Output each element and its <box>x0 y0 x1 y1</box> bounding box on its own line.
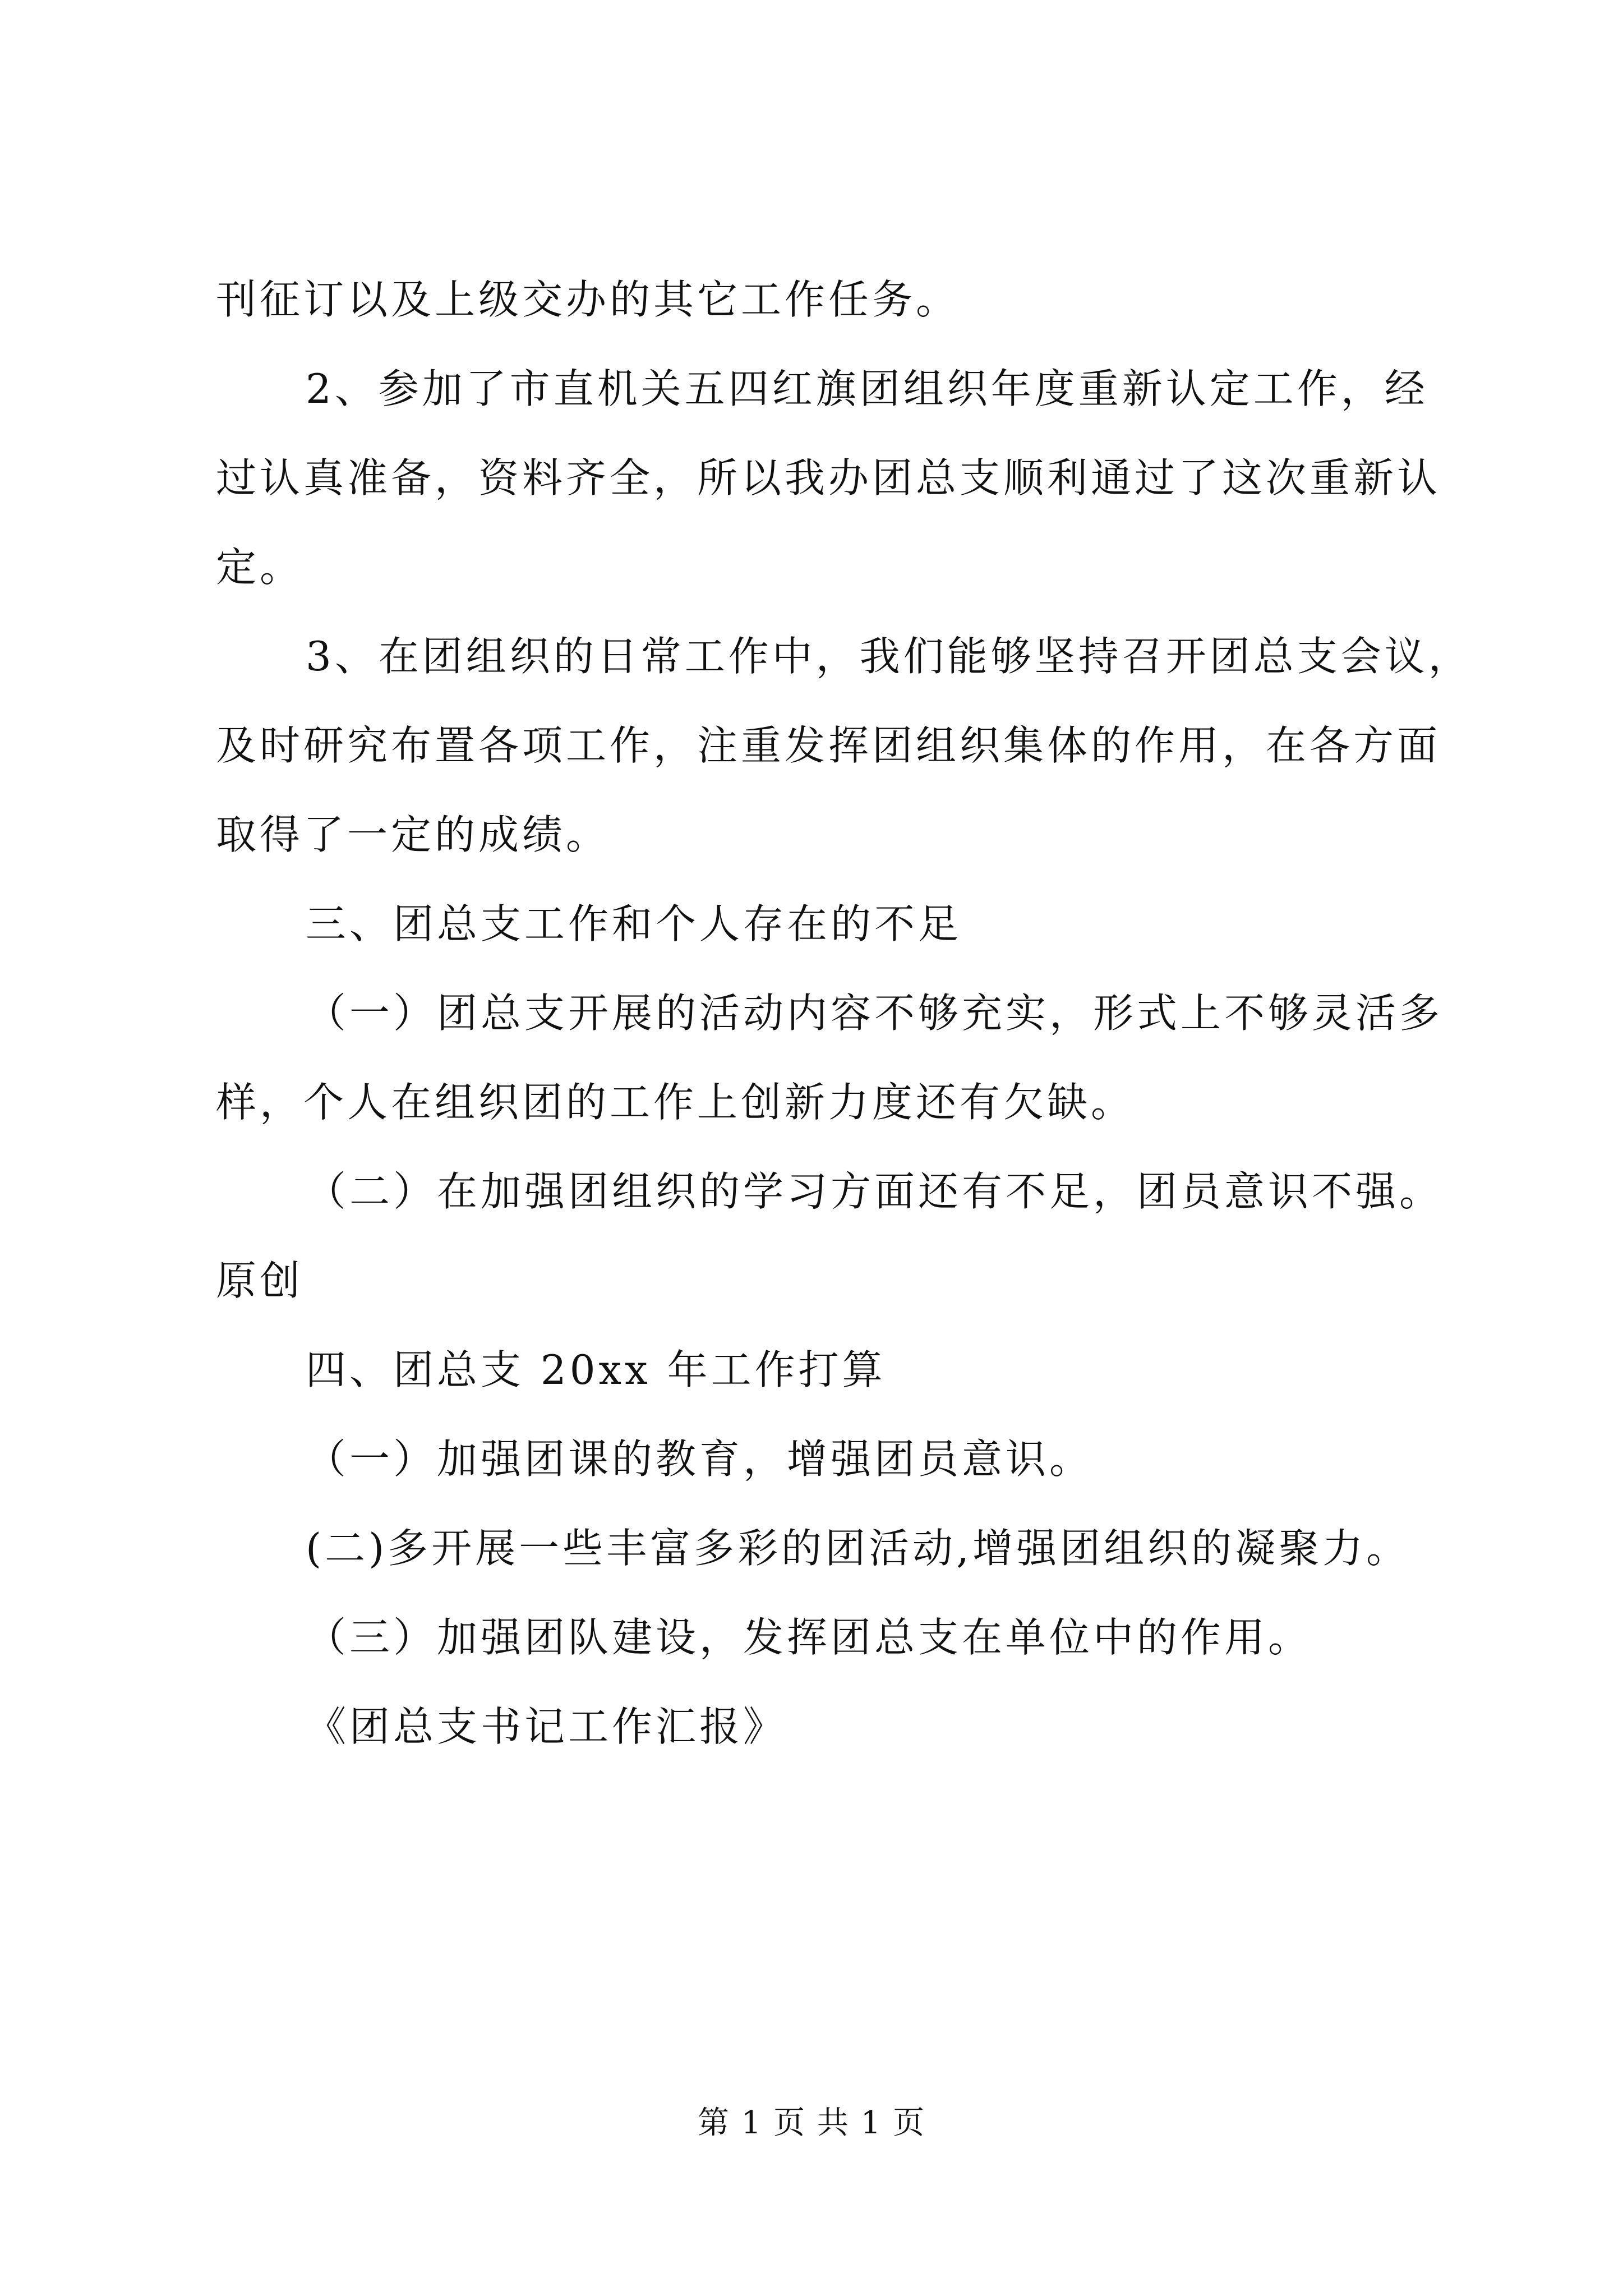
text-line: 3、在团组织的日常工作中，我们能够坚持召开团总支会议， <box>306 633 1472 680</box>
text-line: 过认真准备，资料齐全，所以我办团总支顺利通过了这次重新认 <box>216 454 1441 501</box>
text-line: 2、参加了市直机关五四红旗团组织年度重新认定工作，经 <box>306 365 1428 412</box>
text-line: 取得了一定的成绩。 <box>216 811 610 858</box>
page-footer: 第 1 页 共 1 页 <box>697 2105 926 2141</box>
text-line: 样，个人在组织团的工作上创新力度还有欠缺。 <box>216 1079 1135 1126</box>
text-line: （一）团总支开展的活动内容不够充实，形式上不够灵活多 <box>306 990 1444 1037</box>
section-heading: 三、团总支工作和个人存在的不足 <box>306 900 962 947</box>
text-line: （一）加强团课的教育，增强团员意识。 <box>306 1435 1094 1483</box>
text-line: (二)多开展一些丰富多彩的团活动,增强团组织的凝聚力。 <box>306 1525 1410 1572</box>
text-line: 刊征订以及上级交办的其它工作任务。 <box>216 276 960 323</box>
text-line: （二）在加强团组织的学习方面还有不足，团员意识不强。 <box>306 1168 1444 1215</box>
section-heading: 四、团总支 20xx 年工作打算 <box>306 1346 886 1393</box>
text-line: 及时研究布置各项工作，注重发挥团组织集体的作用，在各方面 <box>216 722 1441 769</box>
document-body <box>216 255 1472 1772</box>
text-line: 原创 <box>216 1257 304 1304</box>
text-line: （三）加强团队建设，发挥团总支在单位中的作用。 <box>306 1614 1312 1661</box>
document-title-reference: 《团总支书记工作汇报》 <box>306 1703 787 1750</box>
text-line: 定。 <box>216 544 304 591</box>
